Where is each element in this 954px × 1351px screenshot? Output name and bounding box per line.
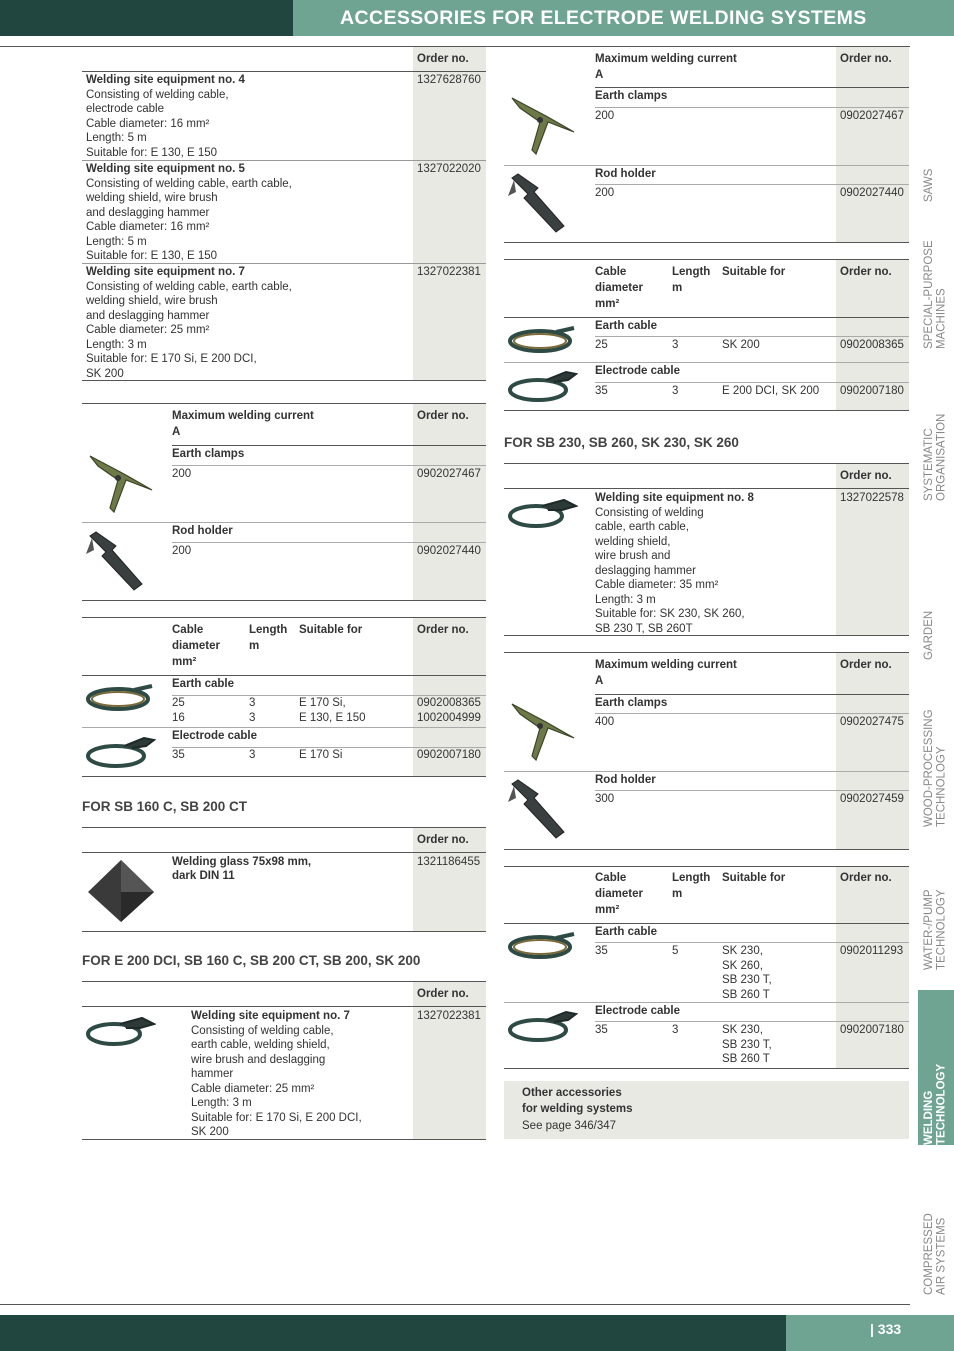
cable-suitable-line: SB 230 T, xyxy=(722,1038,772,1051)
rule xyxy=(82,675,486,676)
rod-holder-order: 0902027440 xyxy=(840,187,904,199)
rule xyxy=(595,942,909,943)
electrode-cable-diameter: 35 xyxy=(595,385,608,397)
set-line: Length: 3 m xyxy=(191,1097,252,1109)
earth-clamp-current: 400 xyxy=(595,716,615,728)
suitable-for-header: Suitable for xyxy=(299,624,363,636)
set-order-no: 1327628760 xyxy=(417,74,481,86)
cable-diameter-header-2: diameter xyxy=(595,282,643,294)
footer-rule xyxy=(0,1304,910,1305)
cable-suitable: E 170 Si xyxy=(299,749,343,761)
welding-set-icon xyxy=(506,492,578,534)
table-end-rule xyxy=(504,242,909,243)
rod-holder-icon xyxy=(506,170,578,238)
cable-diameter: 16 xyxy=(172,711,185,724)
set-line: wire brush and xyxy=(595,550,671,562)
electrode-cable-order: 0902007180 xyxy=(840,385,904,397)
order-column-shade xyxy=(413,404,486,600)
cable-suitable-line: SK 230, xyxy=(722,945,763,957)
set-line: welding shield, wire brush xyxy=(86,295,218,307)
unit-a: A xyxy=(172,426,181,438)
earth-clamps-label: Earth clamps xyxy=(595,697,668,709)
set-line: Suitable for: E 130, E 150 xyxy=(86,146,218,159)
page-number: | 333 xyxy=(870,1321,902,1337)
earth-clamp-order: 0902027467 xyxy=(840,110,904,122)
cable-length: 3 xyxy=(249,749,256,761)
table-end-rule xyxy=(504,1068,909,1069)
cable-diameter-unit: mm² xyxy=(595,904,620,916)
order-column-shade xyxy=(413,47,486,380)
set-line: Suitable for: E 170 Si, E 200 DCI, xyxy=(86,353,257,365)
earth-cable-order: 0902011293 xyxy=(840,945,904,957)
rule xyxy=(82,263,486,264)
set-line: Consisting of welding cable, xyxy=(86,88,229,101)
rule xyxy=(504,165,909,166)
earth-clamp-current: 200 xyxy=(172,468,192,480)
earth-cable-icon xyxy=(84,680,156,716)
rule xyxy=(504,1002,909,1003)
order-no-header: Order no. xyxy=(840,470,892,482)
set-line: Suitable for: E 130, E 150 xyxy=(86,250,218,262)
earth-cable-label: Earth cable xyxy=(595,320,657,332)
cable-diameter-header: Cable xyxy=(595,266,627,278)
rule xyxy=(504,488,909,489)
set-line: deslagging hammer xyxy=(595,564,697,577)
table-end-rule xyxy=(82,1139,486,1140)
order-no-header: Order no. xyxy=(417,988,469,1000)
earth-cable-length: 3 xyxy=(672,339,679,351)
section-heading-e200: FOR E 200 DCI, SB 160 C, SB 200 CT, SB 200, SK 200 xyxy=(82,953,421,968)
earth-clamp-order: 0902027475 xyxy=(840,716,904,728)
set-line: Cable diameter: 16 mm² xyxy=(86,221,210,233)
order-no-header: Order no. xyxy=(840,266,892,278)
other-accessories-link[interactable]: See page 346/347 xyxy=(522,1120,617,1132)
set-title: Welding site equipment no. 4 xyxy=(86,74,245,86)
side-tab-1[interactable]: SPECIAL-PURPOSE MACHINES xyxy=(923,240,948,349)
rule xyxy=(172,542,486,543)
rod-holder-current: 200 xyxy=(595,187,615,199)
cable-diameter-header-2: diameter xyxy=(172,640,220,652)
electrode-cable-suitable: E 200 DCI, SK 200 xyxy=(722,385,820,397)
rod-holder-current: 200 xyxy=(172,545,192,557)
max-current-header: Maximum welding current xyxy=(172,410,314,422)
set-line: cable, earth cable, xyxy=(595,521,689,533)
rule xyxy=(172,445,486,446)
rule xyxy=(504,317,909,318)
set-line: Consisting of welding cable, earth cable, xyxy=(86,177,292,190)
earth-cable-order: 0902008365 xyxy=(840,339,904,351)
rod-holder-current: 300 xyxy=(595,793,615,805)
set-line: Consisting of welding xyxy=(595,506,704,519)
earth-clamp-icon xyxy=(506,698,578,766)
rule xyxy=(82,727,486,728)
suitable-for-header: Suitable for xyxy=(722,266,786,278)
cable-length: 3 xyxy=(249,697,256,709)
rod-holder-order: 0902027459 xyxy=(840,793,904,805)
set-line: Suitable for: E 170 Si, E 200 DCI, xyxy=(191,1111,362,1124)
cable-suitable-line: SK 230, xyxy=(722,1024,763,1036)
welding-glass-icon xyxy=(86,858,156,924)
set-line: wire brush and deslagging xyxy=(191,1053,326,1066)
max-current-header: Maximum welding current xyxy=(595,659,737,671)
rule xyxy=(595,713,909,714)
side-tab-5[interactable]: WATER-/PUMP TECHNOLOGY xyxy=(923,889,948,970)
cable-suitable: E 130, E 150 xyxy=(299,711,366,724)
order-no-header: Order no. xyxy=(417,624,469,636)
welding-glass-order: 1321186455 xyxy=(417,856,481,868)
earth-clamps-label: Earth clamps xyxy=(172,448,245,460)
rule xyxy=(595,107,909,108)
order-no-header: Order no. xyxy=(417,834,469,846)
cable-diameter-header: Cable xyxy=(172,624,204,636)
set-line: SK 200 xyxy=(191,1126,229,1138)
set-order-no: 1327022381 xyxy=(417,266,481,278)
set-line: Length: 5 m xyxy=(86,235,147,248)
cable-diameter: 25 xyxy=(172,697,185,709)
cable-diameter-header: Cable xyxy=(595,872,627,884)
set-title: Welding site equipment no. 8 xyxy=(595,492,754,504)
set-title: Welding site equipment no. 7 xyxy=(191,1010,350,1022)
order-column-shade xyxy=(836,47,909,242)
cable-suitable-line: SB 260 T xyxy=(722,988,770,1001)
set-line: Consisting of welding cable, earth cable, xyxy=(86,280,292,293)
rule xyxy=(82,160,486,161)
set-line: and deslagging hammer xyxy=(86,206,210,219)
rule xyxy=(82,522,486,523)
order-no-header: Order no. xyxy=(417,53,469,65)
order-no-header: Order no. xyxy=(840,872,892,884)
rod-holder-label: Rod holder xyxy=(172,525,233,537)
electrode-cable-icon xyxy=(84,732,156,772)
side-tab-4[interactable]: WOOD-PROCESSING TECHNOLOGY xyxy=(923,709,948,827)
earth-cable-icon xyxy=(506,322,578,358)
page-title: ACCESSORIES FOR ELECTRODE WELDING SYSTEMS xyxy=(340,7,867,29)
length-unit: m xyxy=(249,640,260,652)
rule xyxy=(504,771,909,772)
rod-holder-label: Rod holder xyxy=(595,168,656,180)
electrode-cable-label: Electrode cable xyxy=(595,365,681,377)
unit-a: A xyxy=(595,69,604,81)
length-unit: m xyxy=(672,888,683,900)
earth-clamp-icon xyxy=(506,92,578,160)
welding-set-icon xyxy=(84,1010,156,1052)
cable-order-no: 0902007180 xyxy=(417,749,481,761)
rod-holder-icon xyxy=(84,528,156,596)
header-bar-dark xyxy=(0,0,293,36)
cable-order-no: 1002004999 xyxy=(417,711,481,724)
electrode-cable-order: 0902007180 xyxy=(840,1024,904,1036)
set-line: welding shield, xyxy=(595,535,671,548)
electrode-cable-icon xyxy=(506,366,578,406)
set-line: Suitable for: SK 230, SK 260, xyxy=(595,608,745,620)
section-heading-sb160: FOR SB 160 C, SB 200 CT xyxy=(82,799,248,814)
table-end-rule xyxy=(504,410,909,411)
side-tab-6[interactable]: WELDING TECHNOLOGY xyxy=(918,990,954,1145)
electrode-cable-diameter: 35 xyxy=(595,1024,608,1036)
side-tab-0[interactable]: SAWS xyxy=(923,168,935,202)
max-current-header: Maximum welding current xyxy=(595,53,737,65)
earth-cable-diameter: 25 xyxy=(595,339,608,351)
table-end-rule xyxy=(82,380,486,381)
set-line: SB 230 T, SB 260T xyxy=(595,622,693,635)
set-order-no: 1327022381 xyxy=(417,1010,481,1022)
set-order-no: 1327022020 xyxy=(417,163,481,175)
set-line: Consisting of welding cable, xyxy=(191,1024,334,1037)
rule xyxy=(595,790,909,791)
earth-clamp-icon xyxy=(84,450,156,518)
length-header: Length xyxy=(249,624,288,636)
set-line: hammer xyxy=(191,1068,234,1080)
electrode-cable-label: Electrode cable xyxy=(172,730,258,742)
cable-order-no: 0902008365 xyxy=(417,697,481,709)
rule xyxy=(595,694,909,695)
electrode-cable-length: 3 xyxy=(672,1024,679,1036)
electrode-cable-label: Electrode cable xyxy=(595,1005,681,1017)
set-title: Welding site equipment no. 7 xyxy=(86,266,245,278)
side-tab-2[interactable]: SYSTEMATIC ORGANISATION xyxy=(923,413,948,501)
length-unit: m xyxy=(672,282,683,294)
earth-cable-label: Earth cable xyxy=(595,926,657,938)
other-accessories-line2: for welding systems xyxy=(522,1103,633,1115)
suitable-for-header: Suitable for xyxy=(722,872,786,884)
table-end-rule xyxy=(82,931,486,932)
rule xyxy=(82,1006,486,1007)
set-line: earth cable, welding shield, xyxy=(191,1039,330,1051)
footer-bar-dark xyxy=(0,1315,786,1351)
earth-cable-icon xyxy=(506,928,578,964)
side-tab-7[interactable]: COMPRESSED AIR SYSTEMS xyxy=(923,1213,948,1295)
table-end-rule xyxy=(82,776,486,777)
set-line: electrode cable xyxy=(86,103,164,115)
order-no-header: Order no. xyxy=(417,410,469,422)
earth-cable-length: 5 xyxy=(672,945,679,957)
cable-suitable-line: SB 230 T, xyxy=(722,974,772,986)
cable-diameter-header-2: diameter xyxy=(595,888,643,900)
table-end-rule xyxy=(504,635,909,636)
rule xyxy=(172,465,486,466)
welding-glass-title-2: dark DIN 11 xyxy=(172,870,235,882)
order-no-header: Order no. xyxy=(840,659,892,671)
rule xyxy=(595,184,909,185)
set-line: Cable diameter: 16 mm² xyxy=(86,117,210,130)
cable-diameter-unit: mm² xyxy=(172,656,197,668)
table-end-rule xyxy=(82,600,486,601)
side-tab-3[interactable]: GARDEN xyxy=(923,610,935,660)
earth-cable-label: Earth cable xyxy=(172,678,234,690)
set-line: Cable diameter: 35 mm² xyxy=(595,579,719,591)
cable-length: 3 xyxy=(249,711,256,724)
cable-diameter-unit: mm² xyxy=(595,298,620,310)
cable-diameter: 35 xyxy=(172,749,185,761)
rule xyxy=(504,362,909,363)
rule xyxy=(595,87,909,88)
order-column-shade xyxy=(836,867,909,1068)
set-title: Welding site equipment no. 5 xyxy=(86,163,245,175)
set-line: Length: 5 m xyxy=(86,132,147,144)
rule xyxy=(595,336,909,337)
rule xyxy=(82,852,486,853)
order-no-header: Order no. xyxy=(840,53,892,65)
rod-holder-icon xyxy=(506,776,578,844)
rod-holder-order: 0902027440 xyxy=(417,545,481,557)
rule xyxy=(595,1021,909,1022)
length-header: Length xyxy=(672,872,711,884)
unit-a: A xyxy=(595,675,604,687)
rod-holder-label: Rod holder xyxy=(595,774,656,786)
set-order-no: 1327022578 xyxy=(840,492,904,504)
rule xyxy=(504,923,909,924)
set-line: Cable diameter: 25 mm² xyxy=(86,324,210,336)
earth-clamp-current: 200 xyxy=(595,110,615,122)
set-line: Cable diameter: 25 mm² xyxy=(191,1082,315,1095)
rule xyxy=(595,382,909,383)
length-header: Length xyxy=(672,266,711,278)
set-line: Length: 3 m xyxy=(595,593,656,606)
set-line: welding shield, wire brush xyxy=(86,192,218,204)
set-line: and deslagging hammer xyxy=(86,309,210,322)
order-column-shade xyxy=(836,464,909,635)
earth-clamp-order: 0902027467 xyxy=(417,468,481,480)
earth-cable-suitable: SK 200 xyxy=(722,339,760,351)
set-line: Length: 3 m xyxy=(86,338,147,351)
earth-clamps-label: Earth clamps xyxy=(595,90,668,102)
set-line: SK 200 xyxy=(86,367,124,380)
cable-suitable-line: SK 260, xyxy=(722,959,763,972)
section-heading-sb230: FOR SB 230, SB 260, SK 230, SK 260 xyxy=(504,435,739,450)
cable-suitable-line: SB 260 T xyxy=(722,1053,770,1065)
order-column-shade xyxy=(836,653,909,849)
electrode-cable-icon xyxy=(506,1006,578,1046)
other-accessories-line1: Other accessories xyxy=(522,1087,622,1099)
electrode-cable-length: 3 xyxy=(672,385,679,397)
cable-suitable: E 170 Si, xyxy=(299,697,346,709)
table-header-rule xyxy=(82,71,486,72)
earth-cable-diameter: 35 xyxy=(595,945,608,957)
table-end-rule xyxy=(504,849,909,850)
welding-glass-title: Welding glass 75x98 mm, xyxy=(172,856,312,868)
